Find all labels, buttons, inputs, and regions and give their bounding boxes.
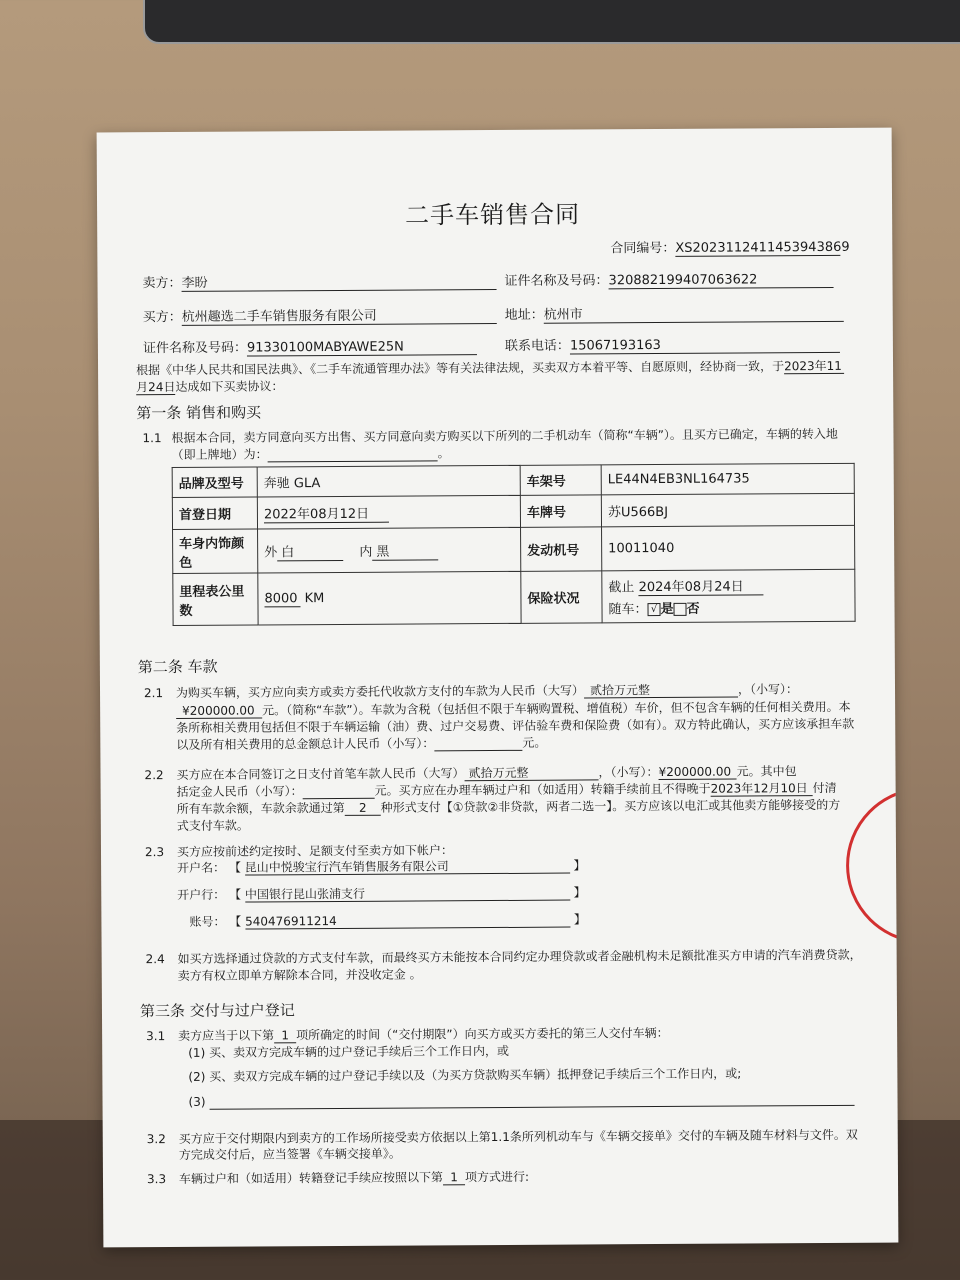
clause-2-2-text-b: ，（小写）：	[598, 765, 659, 780]
clause-3-1-text-b: 项所确定的时间（“交付期限”）向买方或买方委托的第三人交付车辆：	[296, 1025, 669, 1043]
preamble-text-a: 根据《中华人民共和国民法典》、《二手车流通管理办法》等有关法律法规，买卖双方本着平等、自愿原则，经协商一致，于	[136, 359, 785, 378]
insurance-until-label: 截止	[608, 580, 635, 596]
clause-3-3-num: 3.3	[146, 1172, 167, 1187]
contract-number-value: XS20231124114539438​69	[675, 239, 850, 256]
mileage-label-b: 数	[179, 603, 193, 619]
clause-3-1-line1	[178, 1026, 669, 1044]
section-2-title: 第二条 车款	[137, 657, 218, 677]
clause-2-1-line2	[176, 700, 851, 719]
mileage-unit: KM	[304, 590, 325, 606]
company-seal-stamp	[846, 787, 899, 944]
clause-2-2-text-h: 种形式支付【①贷款②非贷款，两者二选一】。买方应该以电汇或其他卖方能够接受的方	[380, 797, 841, 815]
section-1-title: 第一条 销售和购买	[136, 403, 262, 423]
clause-3-1-item2: (2) 买、卖双方完成车辆的过户登记手续以及（为买方贷款购买车辆）抵押登记手续后三个工作日内，或;	[188, 1066, 742, 1084]
no-label: 否	[686, 601, 700, 617]
bracket-left: 【	[229, 887, 242, 902]
account-name-row	[177, 858, 586, 875]
clause-2-2-text-a: 买方应在本合同签订之日支付首笔车款人民币（大写）	[176, 766, 465, 782]
clause-2-1-line4	[176, 736, 546, 753]
brand-label: 品牌及型号	[172, 467, 257, 498]
preamble-line2	[136, 379, 283, 395]
preamble-text-b: 达成如下买卖协议：	[175, 379, 284, 394]
account-number-value: 540476911214	[245, 913, 570, 930]
buyer-row	[143, 304, 497, 326]
insurance-cell	[602, 569, 855, 623]
with-car-label: 随车：	[608, 602, 648, 618]
clause-3-1-text-a: 卖方应当于以下第	[178, 1028, 275, 1043]
laptop-edge	[143, 0, 960, 44]
no-checkbox	[674, 603, 687, 616]
clause-2-1-num: 2.1	[143, 686, 164, 701]
buyer-name: 杭州趣选二手车销售服务有限公司	[182, 304, 497, 326]
buyer-id-label: 证件名称及号码：	[142, 340, 247, 357]
seller-name: 李盼	[181, 270, 496, 292]
address-value: 杭州市	[544, 302, 844, 324]
color-cell	[258, 527, 521, 573]
yes-label: 是	[660, 601, 674, 618]
insurance-until-value: 2024年08月24日	[638, 575, 763, 596]
clause-2-2-text-f: 付清	[812, 780, 837, 796]
clause-2-1-text-b: ，（小写）：	[737, 682, 799, 697]
seller-id-row	[504, 268, 833, 290]
plate-label: 车牌号	[520, 495, 601, 527]
clause-2-2-amount-figures: ¥200000.00	[659, 765, 737, 780]
insurance-label: 保险状况	[521, 571, 602, 623]
page-title: 二手车销售合同	[405, 200, 581, 230]
clause-2-1-line1	[176, 682, 798, 701]
mileage-label	[173, 573, 258, 626]
clause-2-1-text-d: 以及所有相关费用的总金额总计人民币（小写）：	[176, 736, 435, 752]
clause-2-2-line4: 式支付车款。	[176, 818, 249, 833]
clause-3-3-option: 1	[443, 1170, 465, 1185]
yes-checkbox: √	[648, 603, 661, 616]
clause-2-2-deadline: 2023年12月10日	[711, 781, 813, 797]
address-row	[505, 302, 844, 324]
preamble-line1	[136, 359, 844, 378]
clause-3-2-line2: 方完成交付后，应当签署《车辆交接单》。	[178, 1146, 401, 1162]
clause-1-1-text: （即上牌地）为：	[171, 447, 268, 462]
reg-date-value: 2022年08月12日	[264, 502, 389, 523]
clause-2-1-amount-words: 贰拾万元整	[584, 683, 738, 699]
address-label: 地址：	[504, 307, 544, 323]
buyer-label: 买方：	[142, 309, 182, 326]
clause-3-2-num: 3.2	[146, 1132, 166, 1147]
vin-label: 车架号	[520, 465, 601, 495]
plate-value: 苏U566BJ	[601, 493, 854, 527]
engine-label: 发动机号	[521, 527, 602, 571]
preamble-date-a: 2023年11	[784, 359, 844, 374]
bracket-left: 【	[229, 914, 242, 929]
clause-3-3-line1	[179, 1170, 529, 1187]
clause-2-3-num: 2.3	[144, 845, 165, 860]
color-label-b: 色	[179, 555, 193, 571]
bracket-right: 】	[573, 885, 586, 900]
clause-1-1-num: 1.1	[142, 431, 162, 446]
clause-2-2-line1	[176, 764, 796, 783]
clause-3-1-num: 3.1	[146, 1029, 166, 1044]
contract-number-label: 合同编号：	[610, 240, 676, 257]
section-3-title: 第三条 交付与过户登记	[139, 1001, 295, 1021]
buyer-id-row	[143, 335, 477, 357]
clause-3-3-text-b: 项方式进行:	[464, 1169, 530, 1185]
clause-1-1-line2	[172, 446, 450, 463]
phone-row	[505, 333, 840, 355]
clause-3-2-line1: 买方应于交付期限内到卖方的工作场所接受卖方依据以上第1.1条所列机动车与《车辆交接单》交付的车辆及随车材料与文件。双	[178, 1127, 858, 1146]
vehicle-table	[172, 463, 856, 626]
account-name-value: 昆山中悦骏宝行汽车销售服务有限公司	[245, 859, 570, 876]
contract-paper	[97, 128, 899, 1248]
clause-2-2-text-d: 括定金人民币（小写）：	[176, 784, 303, 799]
clause-3-1-option: 1	[274, 1028, 296, 1043]
clause-2-2-line3	[177, 798, 841, 817]
seller-id-label: 证件名称及号码：	[504, 273, 609, 289]
seller-row	[142, 270, 496, 292]
contract-number	[610, 236, 850, 257]
clause-2-3-line1: 买方应按前述约定按时、足额支付至卖方如下帐户：	[176, 843, 454, 859]
engine-value: 10011040	[602, 525, 855, 571]
bracket-right: 】	[573, 858, 586, 873]
clause-3-1-item1: (1) 买、卖双方完成车辆的过户登记手续后三个工作日内，或	[188, 1043, 510, 1060]
phone-label: 联系电话：	[504, 338, 570, 354]
clause-1-1-line1: 根据本合同，卖方同意向买方出售、买方同意向卖方购买以下所列的二手机动车（简称“车辆”）。且买方已确定，车辆的转入地	[171, 426, 838, 445]
color-label-a: 车身内饰颜	[179, 536, 245, 552]
clause-2-1-line3: 条所称相关费用包括但不限于车辆运输（油）费、过户交易费、评估验车费和保险费（如有）。双方特此确认，买方应该承担车款	[176, 716, 855, 735]
reg-date-label: 首登日期	[172, 497, 257, 530]
clause-2-2-text-e: 元。买方应在办理车辆过户和（如适用）转籍手续前且不得晚于	[374, 781, 711, 798]
interior-label: 内	[359, 544, 373, 560]
clause-2-1-text-e: 元。	[522, 735, 547, 750]
clause-2-4-line2: 卖方有权立即单方解除本合同，并没收定金 。	[177, 967, 422, 983]
account-bank-value: 中国银行昆山张浦支行	[245, 886, 570, 903]
clause-2-1-text-c: 元。（简称“车款”）。车款为含税（包括但不限于车辆购置税、增值税）车价，但不包含车辆的任何相关费用。本	[262, 699, 851, 718]
clause-3-1-item3-label: (3)	[188, 1094, 206, 1109]
buyer-id-value: 91330100MABYAWE25N	[247, 339, 477, 356]
clause-2-2-text-g: 所有车款余额，车款余款通过第	[176, 800, 345, 816]
clause-2-1-amount-figures: ¥200000.00	[176, 703, 262, 719]
mileage-cell	[258, 571, 521, 625]
interior-value: 黑	[372, 540, 438, 560]
bracket-right: 】	[573, 912, 586, 927]
account-name-label: 开户名：	[177, 860, 226, 875]
phone-value: 15067193163	[570, 337, 840, 355]
account-number-label: 账号：	[189, 914, 226, 929]
clause-2-2-amount-words: 贰拾万元整	[464, 765, 598, 781]
seller-label: 卖方：	[142, 275, 182, 292]
exterior-label: 外	[264, 544, 278, 560]
exterior-value: 白	[277, 540, 343, 560]
mileage-value: 8000	[264, 591, 300, 607]
clause-2-2-method: 2	[345, 801, 381, 816]
seller-id-value: 320882199407063622	[608, 272, 833, 289]
clause-2-2-num: 2.2	[144, 768, 164, 783]
brand-value: 奔驰 GLA	[257, 465, 520, 497]
clause-2-1-text-a: 为购买车辆，买方应向卖方或卖方委托代收款方支付的车款为人民币（大写）	[175, 683, 585, 700]
account-number-row	[189, 912, 586, 929]
color-label	[173, 529, 258, 574]
reg-date-cell	[257, 495, 520, 529]
account-bank-row	[177, 885, 586, 902]
clause-2-2-text-c: 元。其中包	[736, 764, 797, 779]
preamble-date-b: 月24日	[136, 379, 176, 395]
account-bank-label: 开户行：	[177, 887, 226, 902]
clause-2-4-num: 2.4	[145, 952, 165, 967]
vin-value: LE44N4EB3NL164735	[601, 463, 854, 495]
clause-2-4-line1: 如买方选择通过贷款的方式支付车款，而最终买方未能按本合同约定办理贷款或者金融机构未足额批准买方申请的汽车消费贷款，	[177, 947, 862, 966]
bracket-left: 【	[228, 860, 241, 875]
mileage-label-a: 里程表公里	[179, 584, 245, 600]
clause-1-1-end: 。	[437, 446, 450, 461]
clause-3-1-item3	[188, 1091, 854, 1110]
clause-2-2-line2	[177, 781, 837, 800]
clause-3-3-text-a: 车辆过户和（如适用）转籍登记手续应按照以下第	[178, 1170, 444, 1186]
